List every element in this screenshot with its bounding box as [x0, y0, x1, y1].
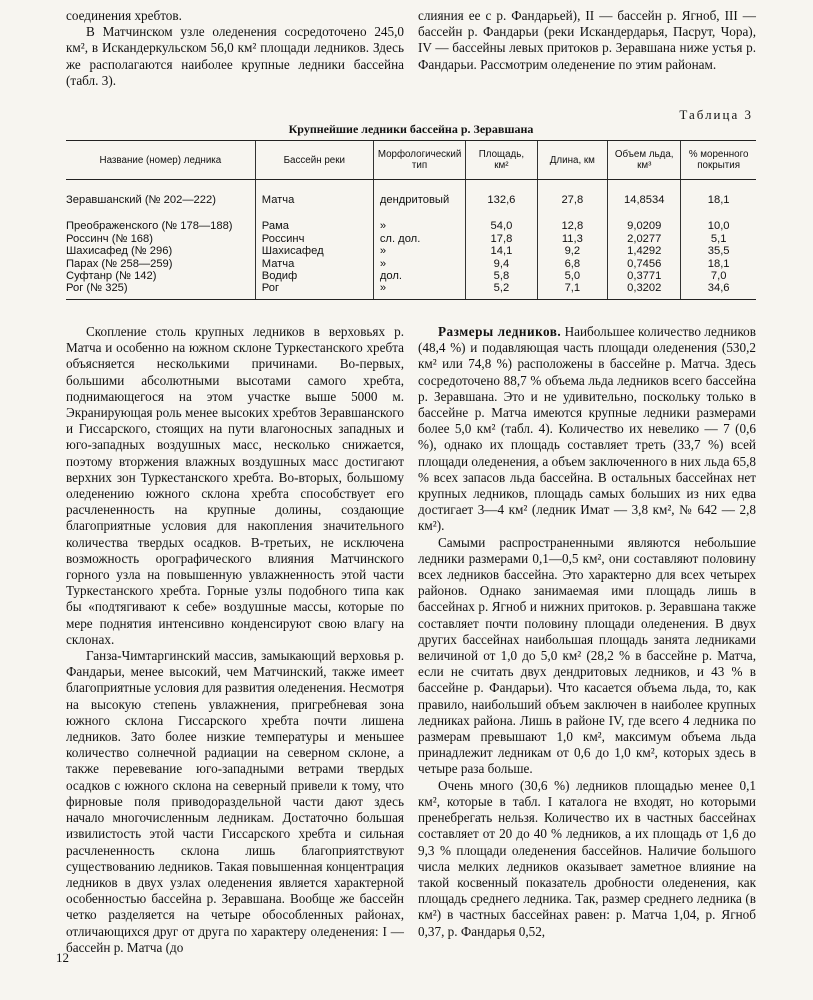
cell-volume: 1,4292	[608, 245, 681, 257]
cell-name: Суфтанр (№ 142)	[66, 270, 157, 283]
cell-name: Россинч (№ 168)	[66, 232, 153, 245]
paragraph: Самыми распространенными являются небольшие ледники размерами 0,1—0,5 км², они составляют половину всех ледников бассейна. Это характерно для всех четырех районов. Однако занимаемая ими площадь лишь в бассейнах р. Ягноб и нижних притоков. р. Зеравшана также составляет почти половину площади оледенения. В двух других бассейнах наибольшая площадь занята ледниками величиной от 1,0 до 5,0 км² (28,2 % в бассейне р. Матча, если не считать двух дендритовых ледников, и 43 % в бассейне р. Фандарьи). Что касается объема льда, то, как правило, наибольший объем заключен в наиболее крупных ледниках района. Лишь в районе IV, где всего 4 ледника по размерам превышают 1,0 км², максимум объема льда принадлежит ледникам от 0,6 до 1,0 км², которых здесь в четыре раза больше.	[418, 534, 756, 777]
table-row	[66, 258, 756, 270]
cell-volume: 0,3202	[608, 282, 681, 299]
col-header-moraine: % моренного покрытия	[681, 141, 756, 180]
cell-moraine: 18,1	[681, 180, 756, 221]
paragraph: Ганза-Чимтаргинский массив, замыкающий верховья р. Фандарьи, менее высокий, чем Матчинский, также имеет благоприятные условия для развития оледенения. Несмотря на высокую степень увлажнения, пригребневая зона южного склона Гиссарского хребта почти лишена ледников. Зато более низкие температуры и меньшее количество солнечной радиации на северном склоне, а также перевевание юго-западными ветрами твердых осадков с южного склона на северный привели к тому, что фирновые поля приводораздельной части дают здесь начало многочисленным ледникам. Достаточно большая извилистость этой части Гиссарского хребта и сильная расчлененность склона лишь благоприятствуют существованию ледников. Такая повышенная концентрация ледников в двух узлах оледенения является характерной особенностью бассейна р. Зеравшана. Вообще же бассейн четко разделяется на четыре обособленных районах, отличающихся друг от друга по характеру оледенения: I — бассейн р. Матча (до	[66, 648, 404, 955]
cell-basin: Рама	[255, 220, 373, 232]
cell-moraine: 35,5	[681, 245, 756, 257]
cell-basin: Матча	[255, 258, 373, 270]
paragraph: Скопление столь крупных ледников в верховьях р. Матча и особенно на южном склоне Туркестанского хребта объясняется несколькими причинами. Во-первых, большими абсолютными высотами самого хребта, поднимающегося на этом участке выше 5000 м. Экранирующая роль менее высоких хребтов Зеравшанского и Гиссарского, стоящих на пути влагоносных западных и юго-западных воздушных масс, несколько снижается, поэтому вторжения влажных воздушных масс достигают верхних зон Туркестанского хребта. Во-вторых, большому оледенению южного склона хребта способствует его расчлененность на крупные долины, создающие благоприятные условия для накопления значительного количества твердых осадков. В-третьих, не исключена возможность орографического влияния Матчинского горного узла на повышенную увлажненность этой части Туркестанского хребта. Горные узлы подобного типа как бы «подтягивают к себе» воздушные массы, которые по мере поднятия интенсивно конденсируют свою влагу на склонах.	[66, 324, 404, 647]
cell-length: 12,8	[537, 220, 608, 232]
cell-volume: 9,0209	[608, 220, 681, 232]
table-row	[66, 233, 756, 245]
col-header-name: Название (номер) ледника	[66, 141, 255, 180]
cell-moraine: 10,0	[681, 220, 756, 232]
cell-type: »	[373, 258, 465, 270]
cell-length: 5,0	[537, 270, 608, 282]
cell-volume: 0,3771	[608, 270, 681, 282]
col-header-basin: Бассейн реки	[255, 141, 373, 180]
cell-area: 5,8	[466, 270, 537, 282]
body-right-column	[418, 324, 756, 940]
table-row	[66, 270, 756, 282]
cell-length: 11,3	[537, 233, 608, 245]
cell-basin: Рог	[255, 282, 373, 299]
table-row	[66, 180, 756, 221]
cell-volume: 0,7456	[608, 258, 681, 270]
glacier-table	[66, 140, 756, 300]
section-heading: Размеры ледников.	[438, 324, 562, 339]
table-label: Таблица 3	[679, 107, 753, 122]
cell-length: 27,8	[537, 180, 608, 221]
cell-basin: Водиф	[255, 270, 373, 282]
paragraph-text: Наибольшее количество ледников (48,4 %) и подавляющая часть площади оледенения (530,2 км² или 74,8 %) расположены в бассейне р. Матча. Здесь сосредоточено 88,7 % объема льда ледников всего бассейна р. Зеравшана. Это и не удивительно, поскольку только в бассейне р. Матча имеются крупные ледники размерами более 5,0 км² (табл. 4). Количество их невелико — 7 (0,6 %), однако их площадь составляет треть (33,7 %) всей площади оледенения, а объем заключенного в них льда 65,8 % всех запасов льда бассейна. В остальных бассейнах нет крупных ледников, площадь самых больших из них едва достигает 3—4 км² (ледник Имат — 3,8 км², № 642 — 2,8 км²).	[418, 324, 756, 534]
top-left-column	[66, 8, 404, 89]
table-row	[66, 245, 756, 257]
paragraph	[418, 324, 756, 535]
cell-moraine: 5,1	[681, 233, 756, 245]
paragraph: В Матчинском узле оледенения сосредоточено 245,0 км², в Искандеркульском 56,0 км² площади ледников. Здесь же располагаются наиболее крупные ледники бассейна (табл. 3).	[66, 24, 404, 88]
table-row	[66, 220, 756, 232]
cell-area: 14,1	[466, 245, 537, 257]
cell-type: дендритовый	[373, 180, 465, 221]
cell-type: дол.	[373, 270, 465, 282]
cell-name: Парах (№ 258—259)	[66, 257, 173, 270]
col-header-length: Длина, км	[537, 141, 608, 180]
paragraph: слияния ее с р. Фандарьей), II — бассейн р. Ягноб, III — бассейн р. Фандарьи (реки Искандердарья, Пасрут, Чора), IV — бассейны левых притоков р. Зеравшана ниже устья р. Фандарьи. Рассмотрим оледенение по этим районам.	[418, 8, 756, 72]
paragraph: соединения хребтов.	[66, 8, 182, 23]
cell-type: »	[373, 245, 465, 257]
body-left-column	[66, 324, 404, 956]
cell-type: »	[373, 282, 465, 299]
table-row	[66, 282, 756, 299]
table-header-row	[66, 141, 756, 180]
cell-volume: 2,0277	[608, 233, 681, 245]
cell-type: »	[373, 220, 465, 232]
cell-moraine: 7,0	[681, 270, 756, 282]
cell-moraine: 18,1	[681, 258, 756, 270]
cell-area: 132,6	[466, 180, 537, 221]
col-header-type: Морфологический тип	[373, 141, 465, 180]
cell-area: 17,8	[466, 233, 537, 245]
cell-volume: 14,8534	[608, 180, 681, 221]
paragraph: Очень много (30,6 %) ледников площадью менее 0,1 км², которые в табл. I каталога не входят, но которыми пренебрегать нельзя. Количество их в частных бассейнах составляет от 20 до 40 % ледников, а их площадь от 1,6 до 9,3 % площади оледенения бассейнов. Наличие большого числа мелких ледников оказывает заметное влияние на такой косвенный показатель дробности оледенения, как площадь среднего ледника. Так, размер среднего ледника (в км²) в частных бассейнах равен: р. Матча 1,04, р. Ягноб 0,37, р. Фандарья 0,52,	[418, 777, 756, 939]
cell-area: 54,0	[466, 220, 537, 232]
cell-basin: Шахисафед	[255, 245, 373, 257]
col-header-area: Площадь, км²	[466, 141, 537, 180]
cell-type: сл. дол.	[373, 233, 465, 245]
cell-name: Зеравшанский (№ 202—222)	[66, 194, 216, 206]
cell-area: 5,2	[466, 282, 537, 299]
cell-name: Рог (№ 325)	[66, 282, 255, 299]
cell-moraine: 34,6	[681, 282, 756, 299]
cell-length: 6,8	[537, 258, 608, 270]
table-title: Крупнейшие ледники бассейна р. Зеравшана	[288, 122, 534, 136]
cell-name: Преображенского (№ 178—188)	[66, 220, 233, 233]
cell-length: 9,2	[537, 245, 608, 257]
cell-basin: Матча	[255, 180, 373, 221]
cell-length: 7,1	[537, 282, 608, 299]
col-header-volume: Объем льда, км³	[608, 141, 681, 180]
cell-basin: Россинч	[255, 233, 373, 245]
top-right-column	[418, 8, 756, 73]
cell-area: 9,4	[466, 258, 537, 270]
page-number: 12	[56, 950, 69, 965]
cell-name: Шахисафед (№ 296)	[66, 245, 173, 258]
